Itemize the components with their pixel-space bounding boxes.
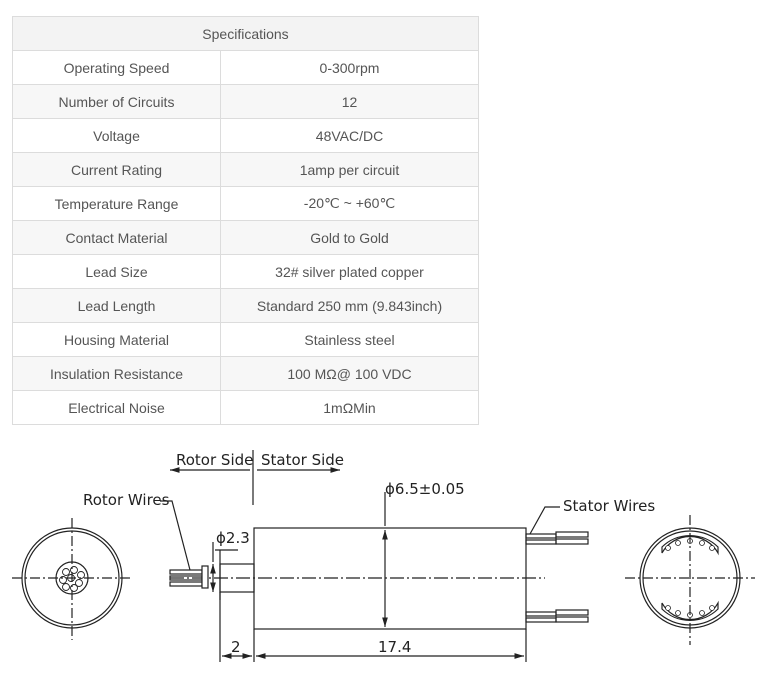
spec-label: Voltage bbox=[13, 119, 221, 153]
spec-value: 100 MΩ@ 100 VDC bbox=[221, 357, 479, 391]
spec-label: Number of Circuits bbox=[13, 85, 221, 119]
spec-row bbox=[13, 255, 479, 289]
spec-value: 0-300rpm bbox=[221, 51, 479, 85]
body-length-label: 17.4 bbox=[378, 638, 412, 656]
stator-end-view bbox=[625, 515, 755, 645]
specifications-table bbox=[12, 16, 479, 425]
spec-label: Temperature Range bbox=[13, 187, 221, 221]
spec-label: Insulation Resistance bbox=[13, 357, 221, 391]
spec-row bbox=[13, 51, 479, 85]
spec-value: Gold to Gold bbox=[221, 221, 479, 255]
spec-value: -20℃ ~ +60℃ bbox=[221, 187, 479, 221]
spec-value: 1amp per circuit bbox=[221, 153, 479, 187]
rotor-wires-label: Rotor Wires bbox=[83, 491, 170, 509]
side-view bbox=[160, 501, 588, 629]
spec-value: 32# silver plated copper bbox=[221, 255, 479, 289]
spec-row bbox=[13, 119, 479, 153]
spec-value: 1mΩMin bbox=[221, 391, 479, 425]
spec-label: Contact Material bbox=[13, 221, 221, 255]
table-header-row bbox=[13, 17, 479, 51]
shaft-diameter-label: ϕ2.3 bbox=[216, 529, 250, 547]
spec-row bbox=[13, 391, 479, 425]
stator-side-label: Stator Side bbox=[261, 451, 345, 469]
spec-label: Housing Material bbox=[13, 323, 221, 357]
rotor-end-view bbox=[12, 518, 132, 640]
spec-value: Stainless steel bbox=[221, 323, 479, 357]
spec-label: Lead Size bbox=[13, 255, 221, 289]
stator-wires-label: Stator Wires bbox=[563, 497, 656, 515]
body-diameter-label: ϕ6.5±0.05 bbox=[385, 480, 465, 498]
spec-value: 48VAC/DC bbox=[221, 119, 479, 153]
dimensions bbox=[213, 492, 526, 662]
spec-label: Current Rating bbox=[13, 153, 221, 187]
spec-label: Lead Length bbox=[13, 289, 221, 323]
spec-row bbox=[13, 323, 479, 357]
spec-value: Standard 250 mm (9.843inch) bbox=[221, 289, 479, 323]
table-title: Specifications bbox=[13, 17, 479, 51]
spec-row bbox=[13, 221, 479, 255]
shaft-length-label: 2 bbox=[231, 638, 241, 656]
spec-row bbox=[13, 85, 479, 119]
technical-drawing bbox=[0, 430, 766, 700]
rotor-side-label: Rotor Side bbox=[176, 451, 254, 469]
spec-row bbox=[13, 357, 479, 391]
spec-row bbox=[13, 187, 479, 221]
spec-row bbox=[13, 289, 479, 323]
spec-value: 12 bbox=[221, 85, 479, 119]
spec-label: Electrical Noise bbox=[13, 391, 221, 425]
spec-label: Operating Speed bbox=[13, 51, 221, 85]
spec-row bbox=[13, 153, 479, 187]
